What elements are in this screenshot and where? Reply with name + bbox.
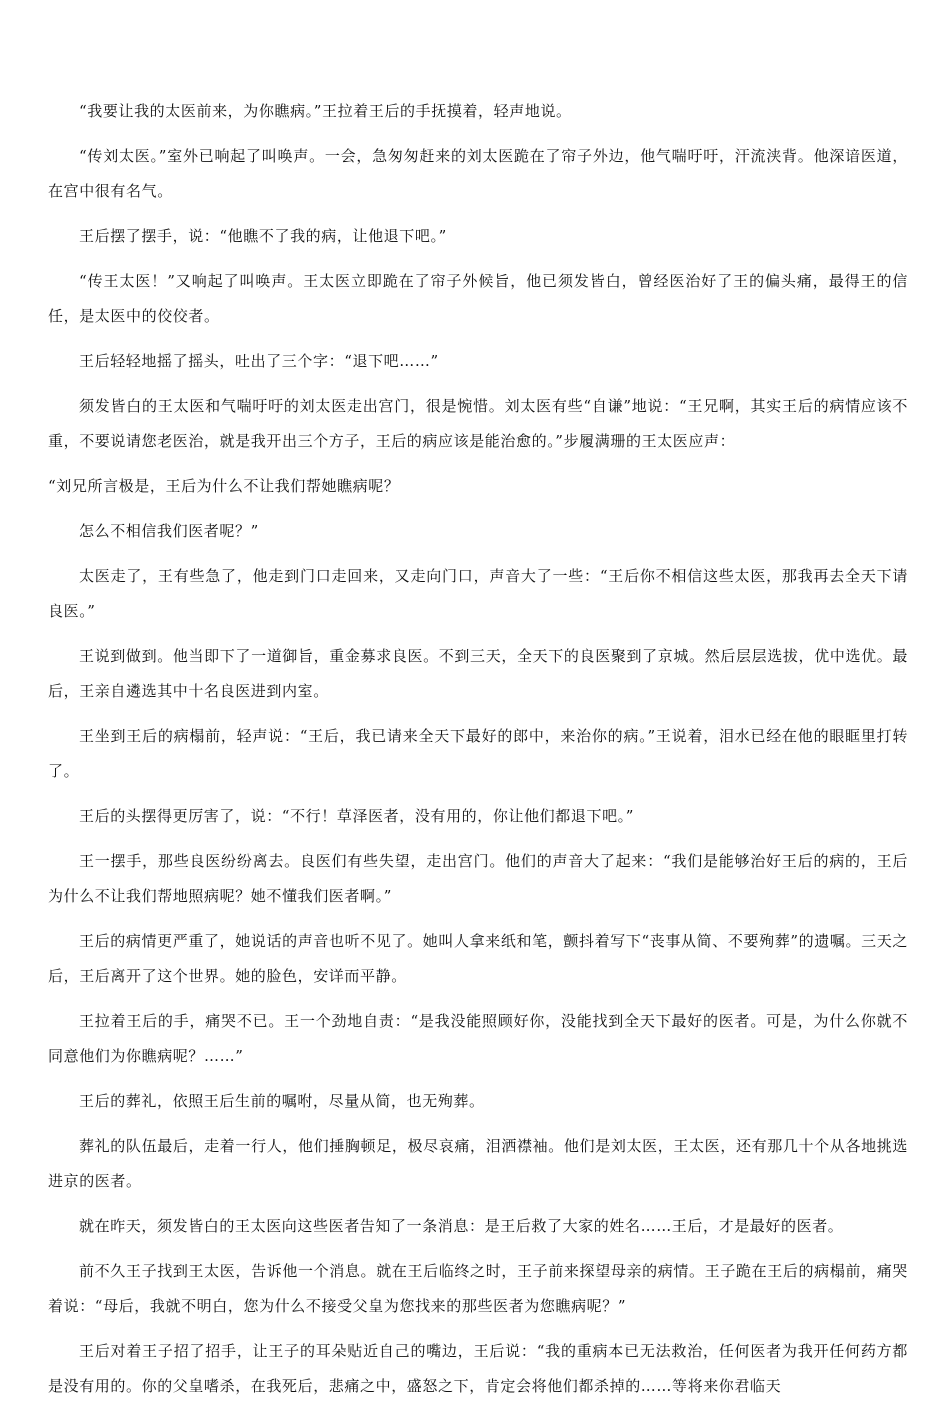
paragraph: 王后的头摆得更厉害了，说：“不行！草泽医者，没有用的，你让他们都退下吧。” [79, 807, 635, 825]
paragraph: 王后轻轻地摇了摇头，吐出了三个字：“退下吧……” [79, 352, 439, 370]
paragraph: “我要让我的太医前来，为你瞧病。”王拉着王后的手抚摸着，轻声地说。 [79, 102, 572, 120]
paragraph: 王后的病情更严重了，她说话的声音也听不见了。她叫人拿来纸和笔，颤抖着写下“丧事从简、不要殉葬”的遗嘱。三天之后，王后离开了这个世界。她的脸色，安详而平静。 [48, 932, 908, 985]
paragraph: 葬礼的队伍最后，走着一行人，他们捶胸顿足，极尽哀痛，泪洒襟袖。他们是刘太医，王太医，还有那几十个从各地挑选进京的医者。 [48, 1137, 908, 1190]
paragraph: “传刘太医。”室外已响起了叫唤声。一会，急匆匆赶来的刘太医跪在了帘子外边，他气喘吁吁，汗流浃背。他深谙医道，在宫中很有名气。 [48, 147, 908, 200]
paragraph: 王后摆了摆手，说：“他瞧不了我的病，让他退下吧。” [79, 227, 447, 245]
paragraph: 王一摆手，那些良医纷纷离去。良医们有些失望，走出宫门。他们的声音大了起来：“我们是能够治好王后的病的，王后为什么不让我们帮地照病呢？她不懂我们医者啊。” [48, 852, 908, 905]
paragraph: “刘兄所言极是，王后为什么不让我们帮她瞧病呢？ [48, 477, 400, 495]
paragraph: “传王太医！”又响起了叫唤声。王太医立即跪在了帘子外候旨，他已须发皆白，曾经医治好了王的偏头痛，最得王的信任，是太医中的佼佼者。 [48, 272, 908, 325]
paragraph: 须发皆白的王太医和气喘吁吁的刘太医走出宫门，很是惋惜。刘太医有些“自谦”地说：“王兄啊，其实王后的病情应该不重，不要说请您老医治，就是我开出三个方子，王后的病应该是能治愈的。”步履满珊的王太医应声： [48, 397, 908, 450]
paragraph: 怎么不相信我们医者呢？” [79, 522, 259, 540]
paragraph: 王说到做到。他当即下了一道御旨，重金募求良医。不到三天，全天下的良医聚到了京城。然后层层选拔，优中选优。最后，王亲自遴选其中十名良医进到内室。 [48, 647, 908, 700]
document-body [48, 94, 908, 1414]
paragraph: 王拉着王后的手，痛哭不已。王一个劲地自责：“是我没能照顾好你，没能找到全天下最好的医者。可是，为什么你就不同意他们为你瞧病呢？……” [48, 1012, 908, 1065]
paragraph: 王后的葬礼，依照王后生前的嘱咐，尽量从简，也无殉葬。 [79, 1092, 485, 1110]
paragraph: 就在昨天，须发皆白的王太医向这些医者告知了一条消息：是王后救了大家的姓名……王后，才是最好的医者。 [79, 1217, 844, 1235]
paragraph: 王后对着王子招了招手，让王子的耳朵贴近自己的嘴边，王后说：“我的重病本已无法救治，任何医者为我开任何药方都是没有用的。你的父皇嗜杀，在我死后，悲痛之中，盛怒之下，肯定会将他们都杀掉的……等将来你君临天 [48, 1342, 908, 1395]
paragraph: 前不久王子找到王太医，告诉他一个消息。就在王后临终之时，王子前来探望母亲的病情。王子跪在王后的病榻前，痛哭着说：“母后，我就不明白，您为什么不接受父皇为您找来的那些医者为您瞧病呢？” [48, 1262, 908, 1315]
paragraph: 太医走了，王有些急了，他走到门口走回来，又走向门口，声音大了一些：“王后你不相信这些太医，那我再去全天下请良医。” [48, 567, 908, 620]
paragraph: 王坐到王后的病榻前，轻声说：“王后，我已请来全天下最好的郎中，来治你的病。”王说着，泪水已经在他的眼眶里打转了。 [48, 727, 908, 780]
